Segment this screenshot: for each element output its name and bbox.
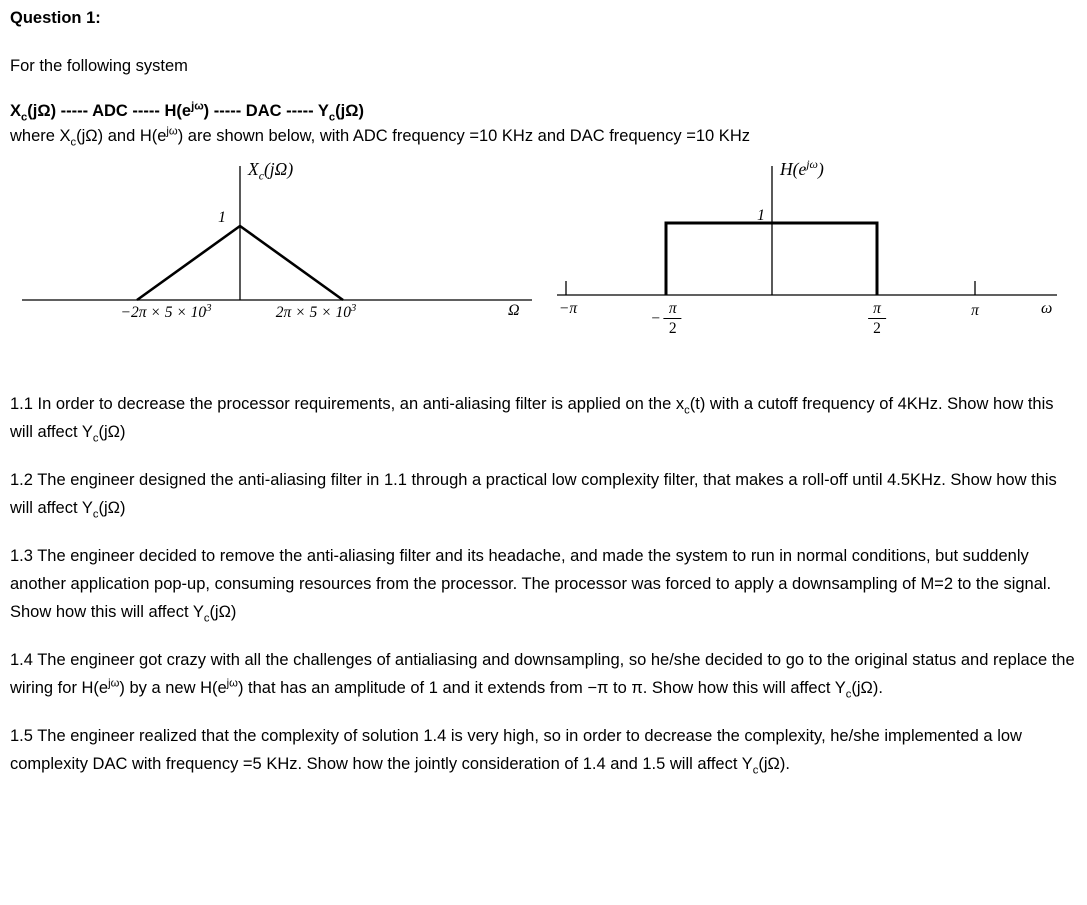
question-1-3: 1.3 The engineer decided to remove the anti-aliasing filter and its headache, and made the system to run in normal conditions, but suddenly another application pop-up, consuming resources from the processor. The processor was forced to apply a downsampling of M=2 to the signal. Show how this will affect $Y_c(j\Omega)$ xyxy=(10,547,1052,625)
spectrum-xtick-negative: $-2\pi \times 5 \times 10^3$ xyxy=(120,302,212,321)
fraction xyxy=(868,300,886,337)
question-1-5: 1.5 The engineer realized that the complexity of solution 1.4 is very high, so in order to decrease the complexity, he/she implemented a low complexity DAC with frequency =5 KHz. Show how the jointly consideration of 1.4 and 1.5 will affect $Y_c(j\Omega)$. xyxy=(10,727,1022,777)
filter-plot xyxy=(555,164,1085,346)
filter-xtick-neg-pi-half xyxy=(650,300,681,337)
filter-xtick-pi: π xyxy=(971,302,979,319)
fraction-denominator: 2 xyxy=(668,320,677,338)
spectrum-figure-title: $X_c(j\Omega)$ xyxy=(248,159,294,183)
question-1-4: 1.4 The engineer got crazy with all the challenges of antialiasing and downsampling, so he/she decided to go to the original status and replace the wiring for $H(e^{j\omega})$ by a new $H(e^{j\omega})$ that has an amplitude of 1 and it extends from −π to π. Show how this will affect $Y_c(j\Omega)$. xyxy=(10,651,1075,701)
fraction-denominator: 2 xyxy=(873,320,881,338)
fraction xyxy=(664,300,682,337)
question-1-1: 1.1 In order to decrease the processor requirements, an anti-aliasing filter is applied on the $x_c(t)$ with a cutoff frequency of 4KHz. Show how this will affect $Y_c(j\Omega)$ xyxy=(10,395,1054,445)
filter-figure xyxy=(555,157,1085,346)
minus-sign: − xyxy=(650,309,661,327)
filter-xtick-neg-pi: −π xyxy=(558,300,578,317)
question-1-2: 1.2 The engineer designed the anti-aliasing filter in 1.1 through a practical low complexity filter, that makes a roll-off until 4.5KHz. Show how this will affect $Y_c(j\Omega)$ xyxy=(10,471,1057,521)
system-diagram-text: $X_c(j\Omega)$ ----- ADC ----- $H(e^{j\omega})$ ----- DAC ----- $Y_c(j\Omega)$ xyxy=(10,100,364,124)
spectrum-xtick-positive: $2\pi \times 5 \times 10^3$ xyxy=(275,302,357,321)
where-text: where $X_c(j\Omega)$ and $H(e^{j\omega})$ are shown below, with ADC frequency =10 KHz and DAC frequency =10 KHz xyxy=(10,125,750,149)
question-title: Question 1: xyxy=(10,9,101,27)
filter-amplitude-label: 1 xyxy=(757,207,765,224)
figure-row xyxy=(10,157,1075,346)
spectrum-axis-label: Ω xyxy=(508,302,520,319)
spectrum-figure xyxy=(20,159,555,346)
fraction-numerator: π xyxy=(664,300,682,319)
filter-figure-title: $H(e^{j\omega})$ xyxy=(780,157,824,179)
filter-xtick-pi-half xyxy=(868,300,886,337)
fraction-numerator: π xyxy=(868,300,886,319)
filter-axis-label: ω xyxy=(1041,300,1053,317)
spectrum-peak-label: 1 xyxy=(218,209,226,226)
intro-text: For the following system xyxy=(10,57,188,75)
